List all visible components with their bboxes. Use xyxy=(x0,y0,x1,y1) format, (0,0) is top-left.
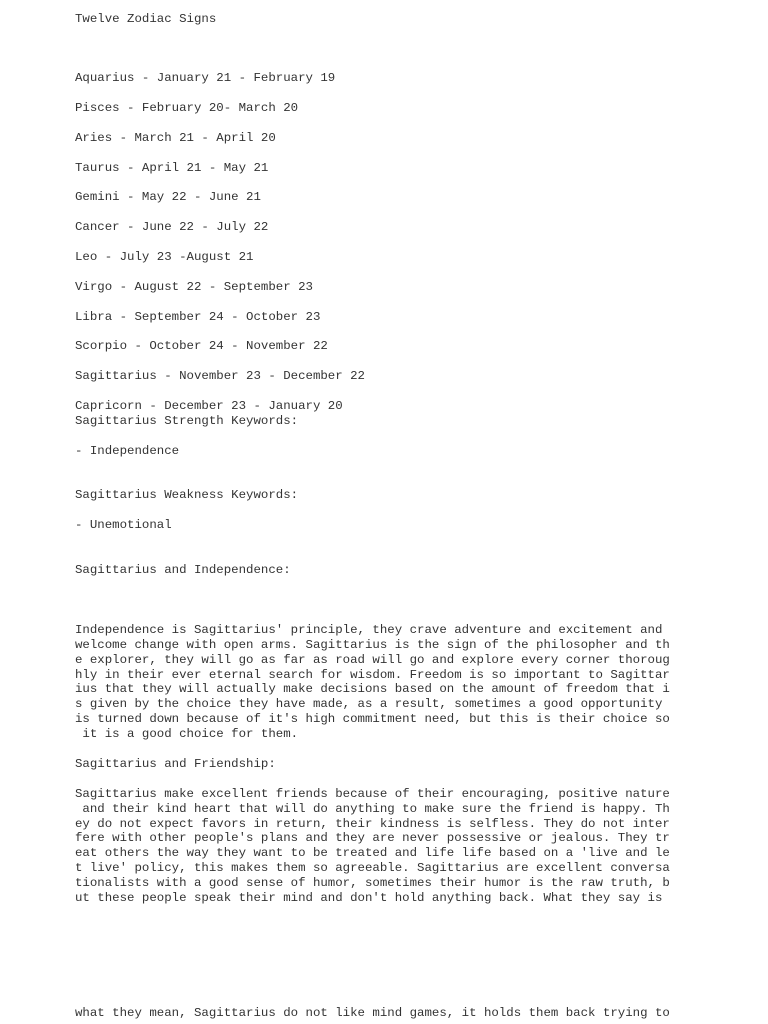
strength-heading: Sagittarius Strength Keywords: xyxy=(75,414,299,428)
friendship-line: fere with other people's plans and they are never possessive or jealous. They tr xyxy=(75,831,670,845)
sign-capricorn: Capricorn - December 23 - January 20 xyxy=(75,399,343,413)
sign-taurus: Taurus - April 21 - May 21 xyxy=(75,161,269,175)
friendship-heading: Sagittarius and Friendship: xyxy=(75,757,276,771)
independence-line: ius that they will actually make decisions based on the amount of freedom that i xyxy=(75,682,670,696)
friendship-line: and their kind heart that will do anything to make sure the friend is happy. Th xyxy=(75,802,670,816)
sign-sagittarius: Sagittarius - November 23 - December 22 xyxy=(75,369,365,383)
friendship-line: Sagittarius make excellent friends because of their encouraging, positive nature xyxy=(75,787,670,801)
friendship-line: ey do not expect favors in return, their kindness is selfless. They do not inter xyxy=(75,817,670,831)
sign-virgo: Virgo - August 22 - September 23 xyxy=(75,280,313,294)
continuation-line: what they mean, Sagittarius do not like mind games, it holds them back trying to xyxy=(75,1006,670,1020)
strength-item: - Independence xyxy=(75,444,180,458)
independence-line: s given by the choice they have made, as a result, sometimes a good opportunity xyxy=(75,697,663,711)
independence-line: welcome change with open arms. Sagittarius is the sign of the philosopher and th xyxy=(75,638,670,652)
sign-cancer: Cancer - June 22 - July 22 xyxy=(75,220,269,234)
friendship-line: tionalists with a good sense of humor, sometimes their humor is the raw truth, b xyxy=(75,876,670,890)
independence-line: Independence is Sagittarius' principle, they crave adventure and excitement and xyxy=(75,623,663,637)
sign-gemini: Gemini - May 22 - June 21 xyxy=(75,190,261,204)
independence-line: e explorer, they will go as far as road will go and explore every corner thoroug xyxy=(75,653,670,667)
document-title: Twelve Zodiac Signs xyxy=(75,12,217,26)
weakness-item: - Unemotional xyxy=(75,518,172,532)
sign-pisces: Pisces - February 20- March 20 xyxy=(75,101,299,115)
sign-libra: Libra - September 24 - October 23 xyxy=(75,310,321,324)
sign-scorpio: Scorpio - October 24 - November 22 xyxy=(75,339,328,353)
independence-line: is turned down because of it's high commitment need, but this is their choice so xyxy=(75,712,670,726)
sign-aquarius: Aquarius - January 21 - February 19 xyxy=(75,71,336,85)
independence-heading: Sagittarius and Independence: xyxy=(75,563,291,577)
sign-aries: Aries - March 21 - April 20 xyxy=(75,131,276,145)
friendship-line: ut these people speak their mind and don't hold anything back. What they say is xyxy=(75,891,663,905)
friendship-line: eat others the way they want to be treated and life life based on a 'live and le xyxy=(75,846,670,860)
weakness-heading: Sagittarius Weakness Keywords: xyxy=(75,488,299,502)
friendship-line: t live' policy, this makes them so agreeable. Sagittarius are excellent conversa xyxy=(75,861,670,875)
independence-line: hly in their ever eternal search for wisdom. Freedom is so important to Sagittar xyxy=(75,668,670,682)
sign-leo: Leo - July 23 -August 21 xyxy=(75,250,254,264)
independence-line: it is a good choice for them. xyxy=(75,727,299,741)
